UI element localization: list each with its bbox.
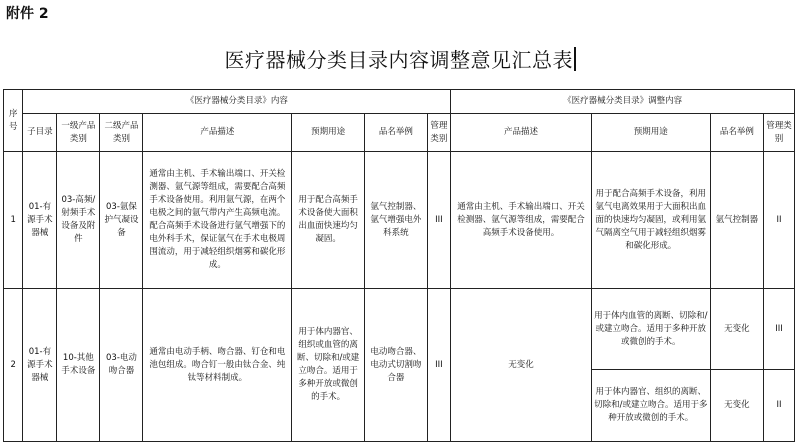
attachment-label: 附件 2 — [6, 6, 49, 22]
row-adj-mgmt: III — [764, 289, 795, 370]
table-row — [4, 152, 795, 289]
header-sub-catalog: 子目录 — [23, 114, 57, 152]
row-adj-examples: 无变化 — [710, 289, 763, 370]
row-sub-catalog: 01-有源手术器械 — [23, 152, 57, 289]
row-adj-examples: 氩气控制器 — [710, 152, 763, 289]
header-adj-use: 预期用途 — [591, 114, 710, 152]
header-examples: 品名举例 — [365, 114, 428, 152]
row-adj-mgmt: II — [764, 152, 795, 289]
row-level2: 03-电动吻合器 — [100, 289, 143, 442]
row-adj-desc: 无变化 — [451, 289, 592, 442]
header-use: 预期用途 — [292, 114, 365, 152]
header-original-group: 《医疗器械分类目录》内容 — [23, 90, 451, 114]
row-level1: 10-其他手术设备 — [57, 289, 100, 442]
row-adj-use: 用于配合高频手术设备，利用氩气电离效果用于大面积出血面的快速均匀凝固，或利用氩气隔离空气用于减轻组织烟雾和碳化形成。 — [591, 152, 710, 289]
header-adjusted-group: 《医疗器械分类目录》调整内容 — [451, 90, 795, 114]
header-level1: 一级产品类别 — [57, 114, 100, 152]
header-adj-desc: 产品描述 — [451, 114, 592, 152]
row-adj-use: 用于体内血管的离断、切除和/或建立吻合。适用于多种开放或微创的手术。 — [591, 289, 710, 370]
text-cursor — [574, 47, 576, 71]
row-sub-catalog: 01-有源手术器械 — [23, 289, 57, 442]
page-title: 医疗器械分类目录内容调整意见汇总表 — [0, 44, 800, 73]
adjustment-table — [3, 89, 795, 442]
row-desc: 通常由电动手柄、吻合器、钉仓和电池包组成。吻合钉一般由钛合金、纯钛等材料制成。 — [143, 289, 292, 442]
row-adj-examples: 无变化 — [710, 370, 763, 442]
row-adj-desc: 通常由主机、手术输出端口、开关检测器、氩气源等组成，需要配合高频手术设备使用。 — [451, 152, 592, 289]
row-examples: 电动吻合器、电动式切割吻合器 — [365, 289, 428, 442]
row-adj-use: 用于体内器官、组织的离断、切除和/或建立吻合。适用于多种开放或微创的手术。 — [591, 370, 710, 442]
header-desc: 产品描述 — [143, 114, 292, 152]
header-level2: 二级产品类别 — [100, 114, 143, 152]
header-seq: 序号 — [4, 90, 23, 152]
row-use: 用于配合高频手术设备使大面积出血面快速均匀凝固。 — [292, 152, 365, 289]
header-mgmt: 管理类别 — [427, 114, 451, 152]
row-desc: 通常由主机、手术输出端口、开关检测器、氩气源等组成，需要配合高频手术设备使用。利用氩气源，在两个电极之间的氩气带内产生高频电流。配合高频手术设备进行氩气增强下的电外科手术，保证氩气在手术电极周围流动，用于减轻组织烟雾和碳化形成。 — [143, 152, 292, 289]
row-level2: 03-氩保护气凝设备 — [100, 152, 143, 289]
row-examples: 氩气控制器、氩气增强电外科系统 — [365, 152, 428, 289]
table-row — [4, 289, 795, 370]
row-level1: 03-高频/射频手术设备及附件 — [57, 152, 100, 289]
row-mgmt: III — [427, 289, 451, 442]
header-adj-examples: 品名举例 — [710, 114, 763, 152]
row-seq: 1 — [4, 152, 23, 289]
row-mgmt: III — [427, 152, 451, 289]
row-adj-mgmt: II — [764, 370, 795, 442]
header-adj-mgmt: 管理类别 — [764, 114, 795, 152]
row-use: 用于体内器官、组织或血管的离断、切除和/或建立吻合。适用于多种开放或微创的手术。 — [292, 289, 365, 442]
row-seq: 2 — [4, 289, 23, 442]
